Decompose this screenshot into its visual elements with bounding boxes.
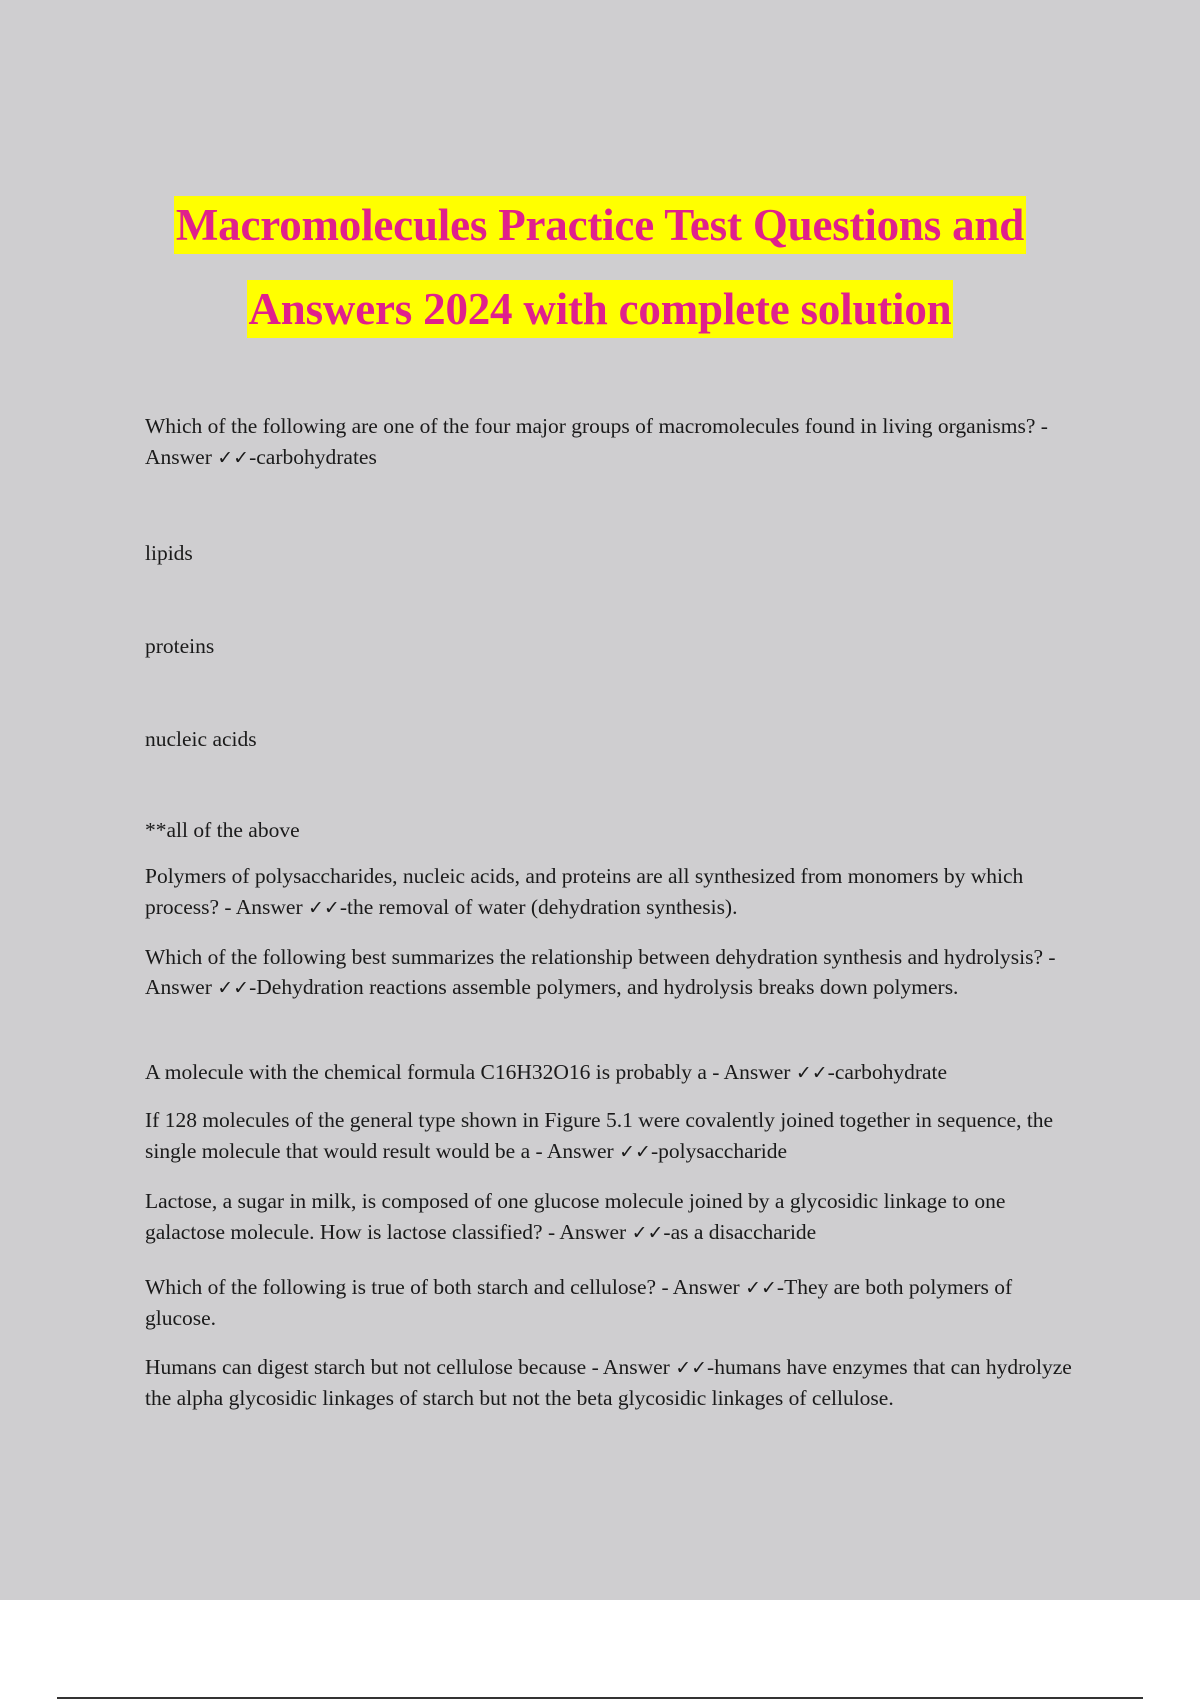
answer-text: -Dehydration reactions assemble polymers, and hydrolysis breaks down polymers. — [249, 975, 959, 999]
double-check-icon: ✓✓ — [745, 1277, 777, 1299]
question-text: Which of the following is true of both starch and cellulose? - Answer — [145, 1275, 746, 1299]
qa-item-1 — [145, 411, 1080, 474]
qa-item-8 — [145, 1352, 1080, 1413]
answer-option-nucleic-acids: nucleic acids — [145, 727, 257, 751]
double-check-icon: ✓✓ — [675, 1357, 708, 1379]
question-text: Polymers of polysaccharides, nucleic acids, and proteins are all synthesized from monomers by which process? - Answer — [145, 864, 1024, 919]
answer-option-lipids: lipids — [145, 541, 193, 565]
answer-option-all: **all of the above — [145, 818, 300, 842]
answer-text: -humans have enzymes that can hydrolyze the alpha glycosidic linkages of starch but not the beta glycosidic linkages of cellulose. — [145, 1355, 1072, 1410]
answer-text: -carbohydrates — [249, 445, 377, 469]
question-text: Humans can digest starch but not cellulose because - Answer — [145, 1355, 676, 1379]
qa-item-3 — [145, 942, 1080, 1003]
title-line-1: Macromolecules Practice Test Questions and — [174, 196, 1026, 254]
double-check-icon: ✓✓ — [619, 1141, 651, 1163]
question-text: Lactose, a sugar in milk, is composed of one glucose molecule joined by a glycosidic linkage to one galactose molecule. How is lactose classified? - Answer — [145, 1189, 1006, 1244]
answer-text: -carbohydrate — [827, 1060, 948, 1084]
answer-option-proteins: proteins — [145, 634, 215, 658]
answer-text: -as a disaccharide — [663, 1220, 817, 1244]
double-check-icon: ✓✓ — [308, 897, 340, 919]
title-line-2: Answers 2024 with complete solution — [247, 280, 954, 338]
question-text: Which of the following best summarizes the relationship between dehydration synthesis and hydrolysis? - Answer — [145, 945, 1056, 999]
answer-text: -the removal of water (dehydration synthesis). — [339, 895, 738, 919]
answer-text: -They are both polymers of glucose. — [145, 1275, 1013, 1330]
document-title — [0, 196, 1200, 338]
qa-item-4 — [145, 1057, 1080, 1089]
question-text: A molecule with the chemical formula C16H32O16 is probably a - Answer — [145, 1060, 796, 1084]
question-text: If 128 molecules of the general type shown in Figure 5.1 were covalently joined together in sequence, the single molecule that would result would be a - Answer — [145, 1108, 1054, 1163]
answer-text: -polysaccharide — [650, 1139, 788, 1163]
double-check-icon: ✓✓ — [795, 1062, 828, 1084]
qa-item-5 — [145, 1105, 1080, 1168]
qa-item-6 — [145, 1186, 1080, 1249]
double-check-icon: ✓✓ — [631, 1222, 664, 1244]
qa-item-7 — [145, 1272, 1080, 1333]
qa-item-2 — [145, 861, 1080, 924]
footer-divider — [57, 1697, 1143, 1699]
double-check-icon: ✓✓ — [217, 977, 250, 999]
question-text: Which of the following are one of the four major groups of macromolecules found in living organisms? - Answer — [145, 414, 1048, 469]
double-check-icon: ✓✓ — [217, 447, 250, 469]
